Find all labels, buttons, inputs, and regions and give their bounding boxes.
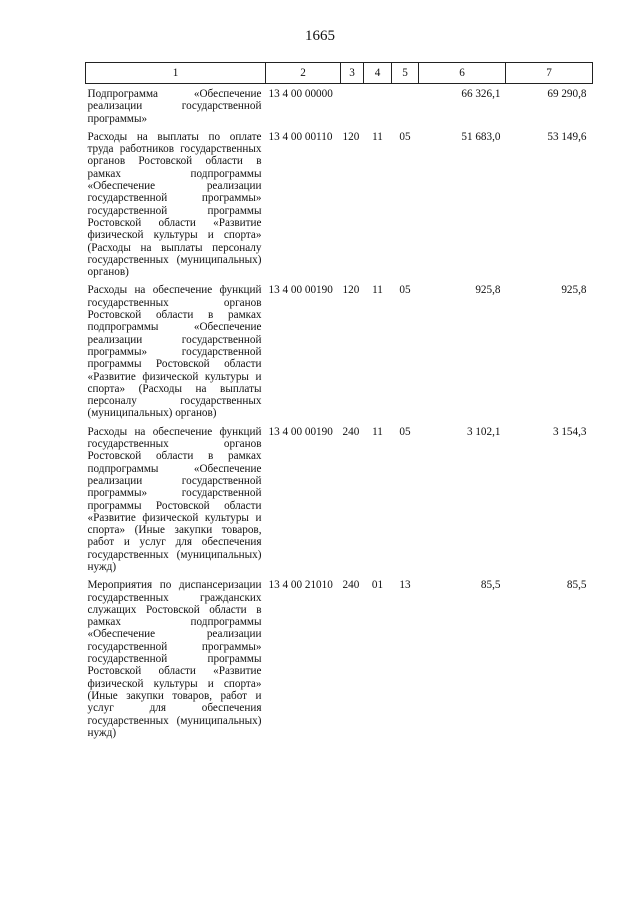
budget-table bbox=[85, 62, 593, 739]
table-header-row bbox=[86, 63, 593, 84]
row-description: Расходы на выплаты по оплате труда работников государственных органов Ростовской области в рамках подпрограммы «Обеспечение реализации государственной программы» государственной программы Ростовской области «Развитие физической культуры и спорта» (Расходы на выплаты персоналу государственных (муниципальных) органов) bbox=[87, 130, 262, 279]
row-vr: 120 bbox=[342, 284, 360, 297]
row-pr: 05 bbox=[399, 284, 411, 297]
column-header: 7 bbox=[506, 63, 593, 84]
column-header: 1 bbox=[86, 63, 266, 84]
row-pr bbox=[392, 84, 419, 125]
row-code: 13 4 00 21010 bbox=[268, 579, 333, 592]
column-header: 4 bbox=[364, 63, 392, 84]
row-sum-1: 3 102,1 bbox=[466, 425, 501, 438]
row-description: Расходы на обеспечение функций государственных органов Ростовской области в рамках подпрограммы «Обеспечение реализации государственной программы» государственной программы Ростовской области «Развитие физической культуры и спорта» (Расходы на выплаты персоналу государственных (муниципальных) органов) bbox=[87, 284, 262, 420]
table-row bbox=[86, 573, 593, 739]
row-rz: 01 bbox=[371, 579, 384, 592]
row-vr: 240 bbox=[342, 579, 360, 592]
row-sum-2: 85,5 bbox=[566, 579, 587, 592]
row-rz: 11 bbox=[372, 284, 383, 297]
row-code: 13 4 00 00000 bbox=[268, 88, 333, 100]
row-sum-1: 85,5 bbox=[480, 579, 501, 592]
row-description: Подпрограмма «Обеспечение реализации государственной программы» bbox=[87, 88, 262, 125]
row-rz: 11 bbox=[372, 130, 383, 143]
row-code: 13 4 00 00190 bbox=[268, 284, 333, 297]
row-sum-2: 3 154,3 bbox=[552, 425, 587, 438]
row-code: 13 4 00 00110 bbox=[268, 130, 333, 143]
table-row bbox=[86, 278, 593, 419]
column-header: 2 bbox=[266, 63, 341, 84]
table-row bbox=[86, 125, 593, 279]
row-description: Мероприятия по диспансеризации государственных гражданских служащих Ростовской области в рамках подпрограммы «Обеспечение реализации государственной программы» государственной программы Ростовской области «Развитие физической культуры и спорта» (Иные закупки товаров, работ и услуг для обеспечения государственных (муниципальных) нужд) bbox=[87, 579, 262, 739]
column-header: 5 bbox=[392, 63, 419, 84]
row-pr: 05 bbox=[399, 130, 411, 143]
row-description: Расходы на обеспечение функций государственных органов Ростовской области в рамках подпрограммы «Обеспечение реализации государственной программы» государственной программы Ростовской области «Развитие физической культуры и спорта» (Иные закупки товаров, работ и услуг для обеспечения государственных (муниципальных) нужд) bbox=[87, 425, 262, 573]
row-sum-2: 925,8 bbox=[561, 284, 587, 297]
row-sum-2: 53 149,6 bbox=[547, 130, 587, 143]
row-rz: 11 bbox=[372, 425, 383, 438]
column-header: 6 bbox=[419, 63, 506, 84]
row-vr: 240 bbox=[342, 425, 360, 438]
row-pr: 05 bbox=[399, 425, 411, 438]
row-vr: 120 bbox=[342, 130, 360, 143]
row-rz bbox=[364, 84, 392, 125]
row-pr: 13 bbox=[399, 579, 411, 592]
table-row bbox=[86, 420, 593, 574]
row-vr bbox=[341, 84, 364, 125]
table-row bbox=[86, 84, 593, 125]
row-sum-2: 69 290,8 bbox=[547, 88, 587, 100]
row-sum-1: 66 326,1 bbox=[461, 88, 501, 100]
column-header: 3 bbox=[341, 63, 364, 84]
row-sum-1: 925,8 bbox=[475, 284, 501, 297]
page-number: 1665 bbox=[305, 28, 335, 44]
row-sum-1: 51 683,0 bbox=[461, 130, 501, 143]
row-code: 13 4 00 00190 bbox=[268, 425, 333, 438]
